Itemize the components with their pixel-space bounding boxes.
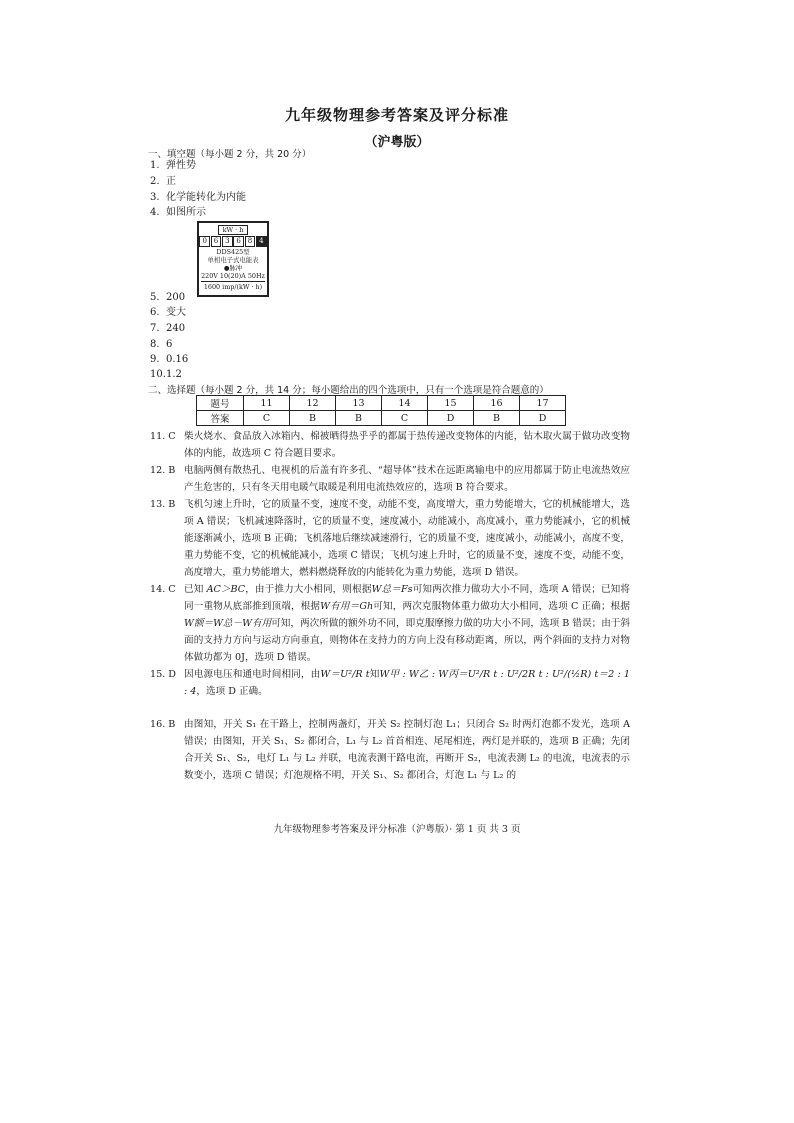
formula: W甲 : W乙 : W丙＝U²/R t : U²/2R t : U²/(½R) t＝2 : 1 : 4 [184,669,631,697]
fill-item [150,337,172,353]
meter-constant: 1600 imp/(kW · h) [203,283,263,291]
fill-item [150,190,246,206]
page-footer: 九年级物理参考答案及评分标准（沪粤版）· 第 1 页 共 3 页 [273,824,521,835]
page-title: 九年级物理参考答案及评分标准 [284,106,509,124]
fill-item [150,174,176,190]
item-answer: 化学能转化为内能 [166,192,246,203]
item-number: 9. [150,354,160,365]
item-answer: 正 [166,176,176,187]
table-cell: B [336,411,382,426]
meter-digits [199,236,267,247]
item-number: 10. [150,369,166,380]
fill-item [150,158,196,174]
table-cell: D [428,411,474,426]
text-run: ，由于推力大小相同，则根据 [245,584,372,595]
item-number: 5. [150,292,160,303]
choice-explanation [150,581,630,666]
choice-explanation [150,496,630,581]
item-answer: 如图所示 [166,207,206,218]
table-cell: B [474,411,520,426]
item-answer: 6 [166,339,173,350]
meter-digit: 6 [211,236,222,247]
text-run: 已知 [184,584,207,595]
item-answer: 变大 [166,307,186,318]
table-cell: D [520,411,566,426]
section2-heading: 二、选择题（每小题 2 分，共 14 分；每小题给出的四个选项中，只有一个选项是符合题意的） [148,385,549,396]
meter-pulse-indicator: ●脉冲 [223,264,243,272]
formula: W＝U²/R t [320,669,370,680]
text-run: 可知两次推力做功大小不同，选项 A 错误；已知将同一重物从底部推到顶端，根据 [184,584,630,612]
table-cell: C [244,411,290,426]
item-answer: 0.16 [166,354,189,365]
table-cell: 16 [474,396,520,411]
meter-digit: 0 [199,236,210,247]
section1-heading: 一、填空题（每小题 2 分，共 20 分） [148,149,312,160]
table-header-cell: 题号 [197,396,244,411]
meter-digit-decimal: 4 [256,236,267,247]
choice-label: 15. D [150,669,176,680]
meter-divider [201,281,265,282]
item-number: 2. [150,176,160,187]
item-number: 8. [150,339,160,350]
formula: W额＝W总－W有用 [184,618,272,629]
table-cell: B [290,411,336,426]
table-row [197,411,566,426]
meter-model: DDS425型 [216,248,250,256]
meter-unit: kW · h [218,225,249,235]
fill-item [150,367,182,383]
table-cell: 17 [520,396,566,411]
item-number: 1. [150,160,160,171]
choice-text: 由图知，开关 S₁ 在干路上，控制两盏灯，开关 S₂ 控制灯泡 L₁；只闭合 S₂ 时两灯泡都不发光，选项 A 错误；由图知，开关 S₁、S₂ 都闭合，L₁ 与 L₂ 首首相连、尾尾相连，两灯是并联的，选项 B 正确；先闭合开关 S₁、S₂，电灯 L₁ 与 L₂ 并联，电流表测干路电流，再断开 S₂，电流表测 L₂ 的电流，电流表的示数变小，选项 C 错误；灯泡规格不明，开关 S₁、S₂ 都闭合，灯泡 L₁ 与 L₂ 的 [184,719,630,781]
item-number: 3. [150,192,160,203]
table-row [197,396,566,411]
choice-label: 14. C [150,584,176,595]
formula: W总＝Fs [371,584,413,595]
meter-rating: 220V 10(20)A 50Hz [201,272,265,280]
meter-digit: 6 [233,236,244,247]
choice-label: 13. B [150,499,176,510]
text-run: 因电源电压和通电时间相同，由 [184,669,321,680]
choice-text [184,666,630,700]
choice-explanation [150,716,630,784]
table-cell: 14 [382,396,428,411]
formula: AC＞BC [206,584,246,595]
item-number: 7. [150,323,160,334]
text-run: ，选项 D 正确。 [196,686,268,697]
fill-item [150,352,188,368]
fill-item [150,290,185,306]
item-answer: 240 [166,323,186,334]
choice-label: 12. B [150,465,176,476]
fill-item [150,205,206,221]
text-run: 可知，两次克服物体重力做功大小相同，选项 C 正确；根据 [373,601,630,612]
choice-text: 飞机匀速上升时，它的质量不变，速度不变，动能不变，高度增大，重力势能增大，它的机械能增大，选项 A 错误；飞机减速降落时，它的质量不变，速度减小，动能减小，高度减小，重力势能减小，它的机械能逐渐减小，选项 B 正确；飞机落地后继续减速滑行，它的质量不变，速度减小，动能减小，高度不变，重力势能不变，它的机械能减小，选项 C 错误；飞机匀速上升时，它的质量不变，速度不变，动能不变，高度增大，重力势能增大，燃料燃烧释放的内能转化为重力势能，选项 D 错误。 [184,499,630,578]
formula: W有用＝Gh [320,601,374,612]
item-number: 4. [150,207,160,218]
fill-item [150,321,185,337]
table-cell: 12 [290,396,336,411]
choice-label: 16. B [150,719,176,730]
meter-digit: 3 [222,236,233,247]
choice-text [184,581,630,666]
meter-type: 单相电子式电能表 [207,256,259,264]
table-cell: 13 [336,396,382,411]
fill-item [150,305,186,321]
choice-explanation [150,462,630,496]
table-header-cell: 答案 [197,411,244,426]
table-cell: 15 [428,396,474,411]
item-answer: 弹性势 [166,160,196,171]
item-number: 6. [150,307,160,318]
choice-text: 电脑两侧有散热孔、电视机的后盖有许多孔、“超导体”技术在远距离输电中的应用都属于防止电流热效应产生危害的，只有冬天用电暖气取暖是利用电流热效应的，选项 B 符合要求。 [184,465,630,493]
item-answer: 1.2 [166,369,182,380]
table-cell: 11 [244,396,290,411]
meter-digit: 8 [245,236,256,247]
choice-explanation [150,428,630,462]
choice-text: 柴火烧水、食品放入冰箱内、棉被晒得热乎乎的都属于热传递改变物体的内能，钻木取火属于做功改变物体的内能，故选项 C 符合题目要求。 [184,431,630,459]
page-subtitle: （沪粤版） [364,135,430,150]
answer-table [196,395,566,426]
table-cell: C [382,411,428,426]
text-run: 可知，两次所做的额外功不同，即克服摩擦力做的功大小不同，选项 B 错误；由于斜面的支持力方向与运动方向垂直，则物体在支持力的方向上没有移动距离，所以，两个斜面的支持力对物体做功都为 0J，选项 D 错误。 [184,618,630,663]
item-answer: 200 [166,292,186,303]
choice-explanation [150,666,630,700]
electric-meter-figure [197,221,269,297]
text-run: 知 [369,669,380,680]
choice-label: 11. C [150,431,176,442]
